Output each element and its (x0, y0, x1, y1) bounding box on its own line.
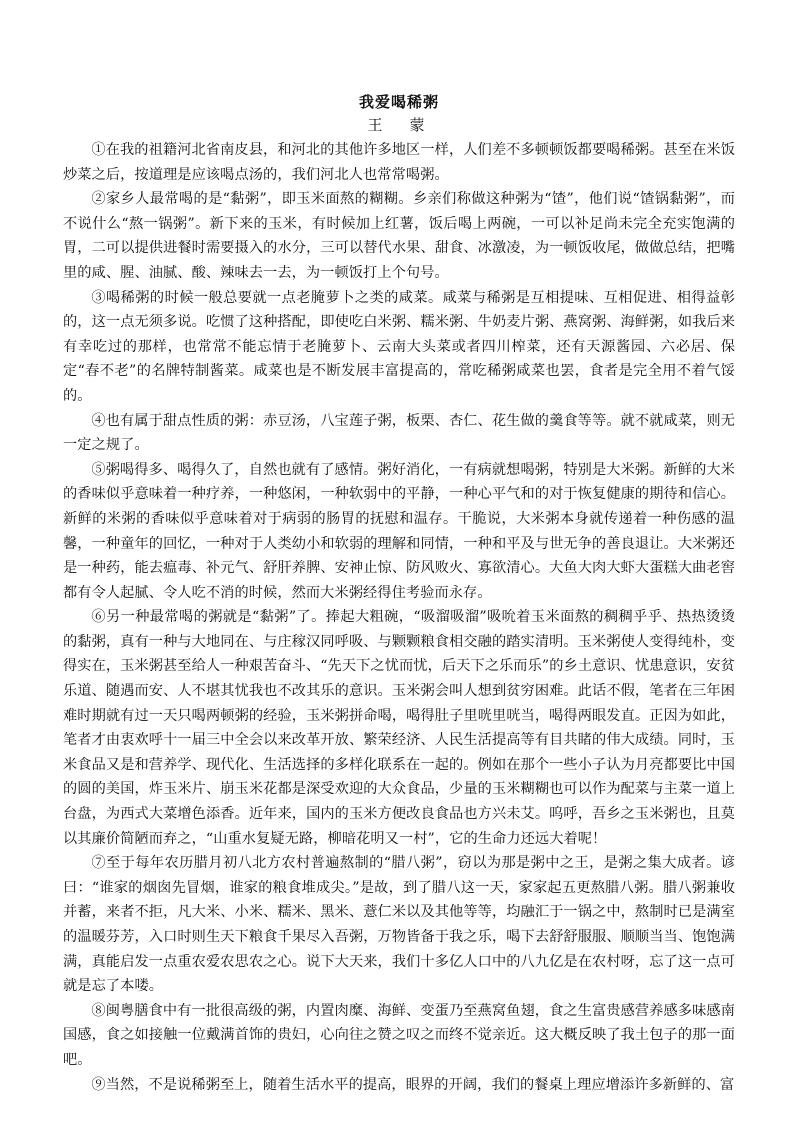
article-author: 王 蒙 (367, 116, 431, 134)
paragraph-8: ⑧闽粤膳食中有一批很高级的粥，内置肉糜、海鲜、变蛋乃至燕窝鱼翅，食之生富贵感营养感多味感南国感，食之如接触一位戴满首饰的贵妇，心向往之赞之叹之而终不觉亲近。这大概反映了我土包子的那一面吧。 (63, 1002, 735, 1068)
paragraph-6: ⑥另一种最常喝的粥就是“黏粥”了。捧起大粗碗，“吸溜吸溜”吸吮着玉米面熬的稠稠乎乎、热热烫烫的黏粥，真有一种与大地同在、与庄稼汉同呼吸、与颗颗粮食相交融的踏实清明。玉米粥使人变得纯朴，变得实在，玉米粥甚至给人一种艰苦奋斗、“先天下之忧而忧，后天下之乐而乐”的乡土意识、忧患意识，安贫乐道、随遇而安、人不堪其忧我也不改其乐的意识。玉米粥会叫人想到贫穷困难。此话不假，笔者在三年困难时期就有过一天只喝两顿粥的经验，玉米粥拼命喝，喝得肚子里咣里咣当，喝得两眼发直。正因为如此，笔者才由衷欢呼十一届三中全会以来改革开放、繁荣经济、人民生活提高等有目共睹的伟大成绩。同时，玉米食品又是和营养学、现代化、生活选择的多样化联系在一起的。例如在那个一些小子认为月亮都要比中国的圆的美国，炸玉米片、崩玉米花都是深受欢迎的大众食品，少量的玉米糊糊也可以作为配菜与主菜一道上台盘，为西式大菜增色添香。近年来，国内的玉米方便改良食品也方兴未艾。呜呼，吾乡之玉米粥也，且莫以其廉价简陋而弃之，“山重水复疑无路，柳暗花明又一村”，它的生命力还远大着呢！ (63, 609, 735, 847)
paragraph-2: ②家乡人最常喝的是“黏粥”，即玉米面熬的糊糊。乡亲们称做这种粥为“馇”，他们说“馇锅黏粥”，而不说什么“熬一锅粥”。新下来的玉米，有时候加上红薯，饭后喝上两碗，一可以补足尚未完全充实饱满的胃，二可以提供进餐时需要摄入的水分，三可以替代水果、甜食、冰激凌，为一顿饭收尾，做做总结，把嘴里的咸、腥、油腻、酸、辣味去一去，为一顿饭打上个句号。 (63, 191, 735, 281)
paragraph-4: ④也有属于甜点性质的粥：赤豆汤，八宝莲子粥，板栗、杏仁、花生做的羹食等等。就不就咸菜，则无一定之规了。 (63, 412, 735, 454)
paragraph-1: ①在我的祖籍河北省南皮县，和河北的其他许多地区一样，人们差不多顿顿饭都要喝稀粥。甚至在米饭炒菜之后，按道理是应该喝点汤的，我们河北人也常常喝粥。 (63, 142, 735, 183)
article (63, 92, 735, 1097)
article-title: 我爱喝稀粥 (358, 93, 439, 111)
paragraph-3: ③喝稀粥的时候一般总要就一点老腌萝卜之类的咸菜。咸菜与稀粥是互相提味、互相促进、相得益彰的，这一点无须多说。吃惯了这种搭配，即使吃白米粥、糯米粥、牛奶麦片粥、燕窝粥、海鲜粥，如我后来有幸吃过的那样，也常常不能忘情于老腌萝卜、云南大头菜或者四川榨菜，还有天源酱园、六必居、保定“春不老”的名牌特制酱菜。咸菜也是不断发展丰富提高的，常吃稀粥咸菜也罢，食者是完全用不着气馁的。 (63, 289, 735, 404)
paragraph-5: ⑤粥喝得多、喝得久了，自然也就有了感情。粥好消化，一有病就想喝粥，特别是大米粥。新鲜的大米的香味似乎意味着一种疗养，一种悠闲，一种软弱中的平静，一种心平气和的对于恢复健康的期待和信心。新鲜的米粥的香味似乎意味着对于病弱的肠胃的抚慰和温存。干脆说，大米粥本身就传递着一种伤感的温馨，一种童年的回忆，一种对于人类幼小和软弱的理解和同情，一种和平及与世无争的善良退让。大米粥还是一种药，能去瘟毒、补元气、舒肝养脾、安神止惊、防风败火、寡欲清心。大鱼大肉大虾大蛋糕大曲老窖都有令人起腻、令人吃不消的时候，然而大米粥经得住考验而永存。 (63, 461, 735, 601)
paragraph-7: ⑦至于每年农历腊月初八北方农村普遍熬制的“腊八粥”，窃以为那是粥中之王，是粥之集大成者。谚曰：“谁家的烟囱先冒烟，谁家的粮食堆成尖。”是故，到了腊八这一天，家家起五更熬腊八粥。腊八粥兼收并蓄，来者不拒，凡大米、小米、糯米、黑米、薏仁米以及其他等等，均融汇于一锅之中，熬制时已是满室的温暖芬芳，入口时则生天下粮食千果尽入吾粥，万物皆备于我之乐，喝下去舒舒服服、顺顺当当、饱饱满满，真能启发一点重农爱农思农之心。说下大天来，我们十多亿人口中的八九亿是在农村呀，忘了这一点可就是忘了本喽。 (63, 855, 735, 995)
paragraph-9: ⑨当然，不是说稀粥至上，随着生活水平的提高，眼界的开阔，我们的餐桌上理应增添许多新鲜的、富 (91, 1076, 735, 1093)
